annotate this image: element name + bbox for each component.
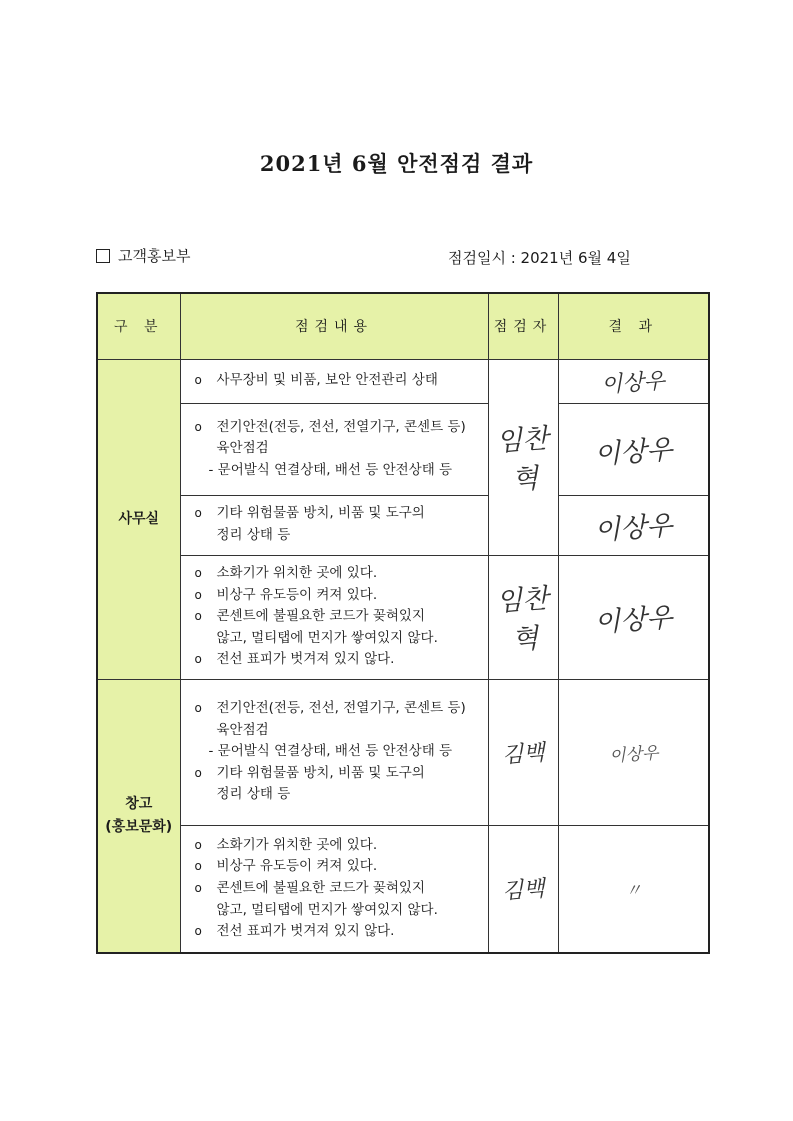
inspector-signature	[488, 825, 558, 953]
inspector-signature	[488, 555, 558, 679]
result-signature	[558, 403, 709, 495]
check-item-line: o 기타 위험물품 방치, 비품 및 도구의	[195, 763, 480, 785]
table-row	[97, 403, 709, 495]
inspection-date: 점검일시 : 2021년 6월 4일	[448, 249, 631, 267]
check-item-line: 정리 상태 등	[216, 527, 291, 543]
signature-inspector-warehouse: 김백	[501, 876, 546, 905]
check-item-line: o 사무장비 및 비품, 보안 안전관리 상태	[195, 370, 480, 392]
check-item-line: o 콘센트에 불필요한 코드가 꽂혀있지	[195, 878, 480, 900]
check-item-line: 육안점검	[216, 721, 269, 738]
department-checkbox[interactable]	[96, 249, 110, 263]
header-inspector: 점검자	[488, 293, 558, 359]
signature-result: 이상우	[593, 601, 674, 639]
inspector-signature	[488, 359, 558, 555]
check-item-line: o 전선 표피가 벗겨져 있지 않다.	[195, 921, 480, 943]
signature-result: 이상우	[600, 368, 667, 398]
category-warehouse	[97, 679, 180, 953]
check-item-line: o 콘센트에 불필요한 코드가 꽂혀있지	[195, 606, 480, 628]
inspector-signature	[488, 679, 558, 825]
check-item-line: - 문어발식 연결상태, 배선 등 안전상태 등	[208, 743, 453, 760]
check-item	[180, 555, 488, 679]
result-signature	[558, 825, 709, 953]
check-item-line: 정리 상태 등	[216, 786, 291, 803]
table-row	[97, 825, 709, 953]
header-category: 구 분	[97, 293, 180, 359]
check-item	[180, 825, 488, 953]
signature-result: 이상우	[593, 509, 674, 547]
check-item-line: o 전기안전(전등, 전선, 전열기구, 콘센트 등)	[195, 417, 480, 439]
check-item-line: o 비상구 유도등이 켜져 있다.	[195, 856, 480, 878]
check-item-line: 육안점검	[216, 440, 269, 457]
check-item-line: o 기타 위험물품 방치, 비품 및 도구의	[195, 503, 480, 525]
header-result: 결 과	[558, 293, 709, 359]
ditto-mark: 〃	[624, 880, 643, 902]
signature-inspector-office: 임찬혁	[494, 423, 549, 496]
inspection-table	[96, 292, 710, 954]
check-item-line: 않고, 멀티탭에 먼지가 쌓여있지 않다.	[216, 629, 438, 646]
table-row	[97, 495, 709, 555]
check-item	[180, 679, 488, 825]
table-row	[97, 359, 709, 403]
check-item-line: o 소화기가 위치한 곳에 있다.	[195, 835, 480, 857]
check-item	[180, 495, 488, 555]
result-signature	[558, 495, 709, 555]
category-warehouse-sub: (홍보문화)	[105, 818, 173, 835]
result-signature	[558, 555, 709, 679]
check-item-line: 않고, 멀티탭에 먼지가 쌓여있지 않다.	[216, 901, 438, 918]
result-signature	[558, 679, 709, 825]
signature-result: 이상우	[593, 433, 674, 471]
department-label	[96, 245, 190, 266]
check-item-line: o 전선 표피가 벗겨져 있지 않다.	[195, 649, 480, 671]
header-content: 점검내용	[180, 293, 488, 359]
check-item-line: o 소화기가 위치한 곳에 있다.	[195, 563, 480, 585]
check-item	[180, 403, 488, 495]
department-name: 고객홍보부	[118, 247, 191, 265]
check-item-line: o 비상구 유도등이 켜져 있다.	[195, 585, 480, 607]
table-row	[97, 555, 709, 679]
signature-inspector-warehouse: 김백	[501, 740, 546, 768]
category-warehouse-name: 창고	[125, 796, 153, 813]
page-title: 2021년 6월 안전점검 결과	[259, 151, 534, 176]
check-item-line: - 문어발식 연결상태, 배선 등 안전상태 등	[208, 461, 453, 478]
signature-result: 이상우	[608, 742, 659, 767]
table-header-row	[97, 293, 709, 359]
category-office: 사무실	[97, 359, 180, 679]
signature-inspector-office: 임찬혁	[494, 583, 549, 656]
table-row	[97, 679, 709, 825]
check-item-line: o 전기안전(전등, 전선, 전열기구, 콘센트 등)	[195, 698, 480, 720]
result-signature	[558, 359, 709, 403]
check-item	[180, 359, 488, 403]
